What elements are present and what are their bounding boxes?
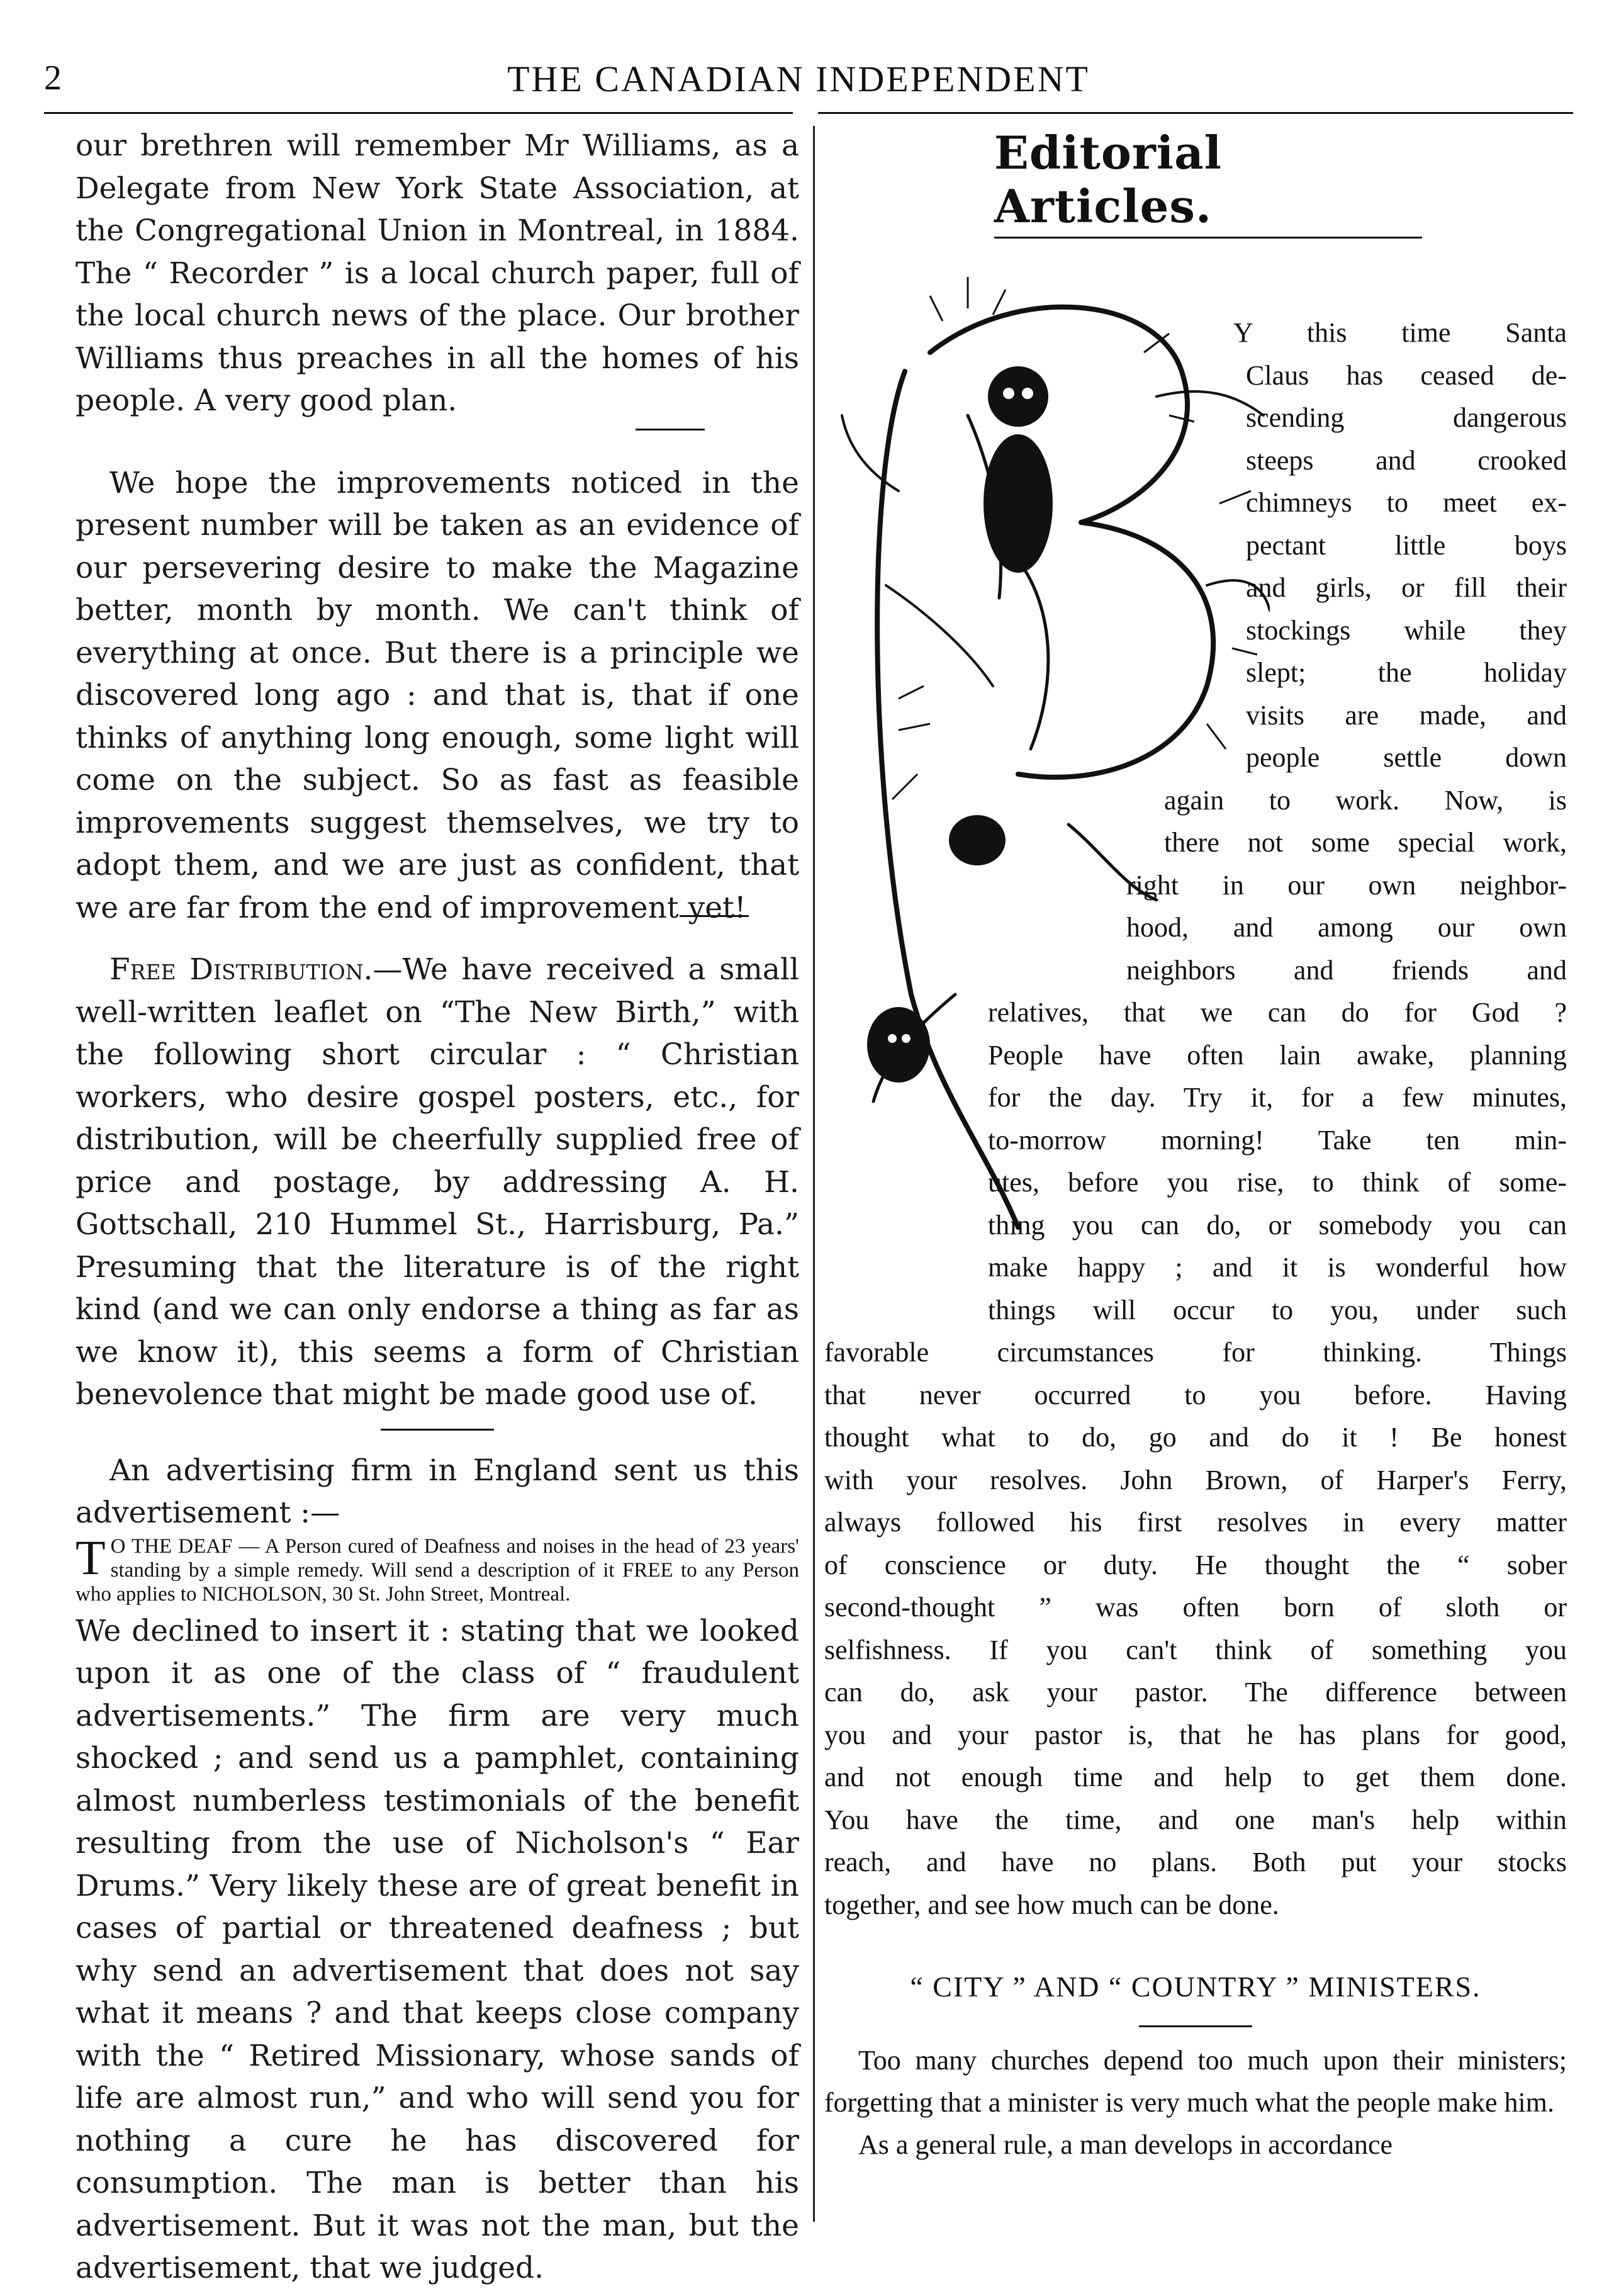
improvements-paragraph: We hope the improvements noticed in the present number will be taken as an evidence of our persevering desire to make the Magazine better, month by month. We can't think of everything at once. But there is a principle we discovered long ago : and that is, that if one thinks of anything long enough, some light will come on the subject. So as fast as feasible improvements suggest themselves, we try to adopt them, and we are just as confident, that we are far from the end of improvement yet! [76, 465, 799, 925]
free-distribution-paragraph [76, 948, 799, 1416]
article-line: selfishness. If you can't think of something you [824, 1634, 1567, 1665]
article-line: You have the time, and one man's help within [824, 1804, 1567, 1835]
article-line: second-thought ” was often born of sloth or [824, 1592, 1567, 1623]
article-line: you and your pastor is, that he has plans for good, [824, 1719, 1567, 1750]
deafness-advertisement [76, 1529, 799, 1606]
article-line: things will occur to you, under such [988, 1294, 1567, 1325]
article-line: can do, ask your pastor. The difference between [824, 1677, 1567, 1708]
advert-text: O THE DEAF — A Person cured of Deafness and noises in the head of 23 years' standing by a simple remedy. Will send a description of it FREE to any Person who applies to NICHOLSON, 30 St. John Street, Montreal. [76, 1534, 799, 1606]
editorial-article-body [824, 312, 1567, 1926]
free-distribution-lead: Free Distribution. [109, 952, 373, 987]
article-line: relatives, that we can do for God ? [988, 997, 1567, 1028]
article-line: to-morrow morning! Take ten min- [988, 1124, 1567, 1156]
declined-paragraph: We declined to insert it : stating that we looked upon it as one of the class of “ fraudulent advertisements.” The firm are very much shocked ; and send us a pamphlet, containing almost numberless testimonials of the benefit resulting from the use of Nicholson's “ Ear Drums.” Very likely these are of great benefit in cases of partial or threatened deafness ; but why send an advertisement that does not say what it means ? and that keeps close company with the “ Retired Missionary, whose sands of life are almost run,” and who will send you for nothing a cure he has discovered for consumption. The man is better than his advertisement. But it was not the man, but the advertisement, that we judged. [76, 1613, 799, 2285]
williams-paragraph: our brethren will remember Mr Williams, as a Delegate from New York State Association, at the Congregational Union in Montreal, in 1884. The “ Recorder ” is a local church paper, full of the local church news of the place. Our brother Williams thus preaches in all the homes of his people. A very good plan. [76, 128, 799, 418]
article-line: thing you can do, or somebody you can [988, 1209, 1567, 1241]
article-line: of conscience or duty. He thought the “ sober [824, 1549, 1567, 1580]
header-rule-right [818, 112, 1573, 114]
column-divider [813, 126, 815, 2222]
article-line: there not some special work, [1164, 827, 1567, 858]
article-line: pectant little boys [1246, 529, 1567, 561]
ministers-paragraph: As a general rule, a man develops in accordance [858, 2129, 1393, 2160]
article-line: Claus has ceased de- [1246, 359, 1567, 391]
free-distribution-body: —We have received a small well-written leaflet on “The New Birth,” with the following short circular : “ Christian workers, who desire gospel posters, etc., for distribution, will be cheerfully supplied free of price and postage, by addressing A. H. Gottschall, 210 Hummel St., Harrisburg, Pa.” Presuming that the literature is of the right kind (and we can only endorse a thing as far as we know it), this seems a form of Christian benevolence that might be made good use of. [76, 952, 800, 1412]
header-rule-left [44, 112, 793, 114]
advert-initial: T [76, 1529, 106, 1585]
article-line: right in our own neighbor- [1126, 869, 1567, 901]
page-number: 2 [44, 59, 62, 98]
article-line: with your resolves. John Brown, of Harper's Ferry, [824, 1464, 1567, 1495]
article-line: together, and see how much can be done. [824, 1889, 1279, 1920]
article-line: scending dangerous [1246, 402, 1567, 433]
article-line: stockings while they [1246, 614, 1567, 646]
article-line: slept; the holiday [1246, 657, 1567, 688]
article-line: for the day. Try it, for a few minutes, [988, 1082, 1567, 1113]
editorial-heading: Editorial Articles. [994, 126, 1422, 239]
article-line: and girls, or fill their [1246, 572, 1567, 603]
ministers-paragraph: Too many churches depend too much upon their ministers; forgetting that a minister is very much what the people make him. [824, 2045, 1567, 2118]
ministers-section-heading: “ CITY ” AND “ COUNTRY ” MINISTERS. [910, 1971, 1481, 2003]
article-line: always followed his first resolves in every matter [824, 1507, 1567, 1538]
article-line: thought what to do, go and do it ! Be honest [824, 1422, 1567, 1453]
article-line: hood, and among our own [1126, 912, 1567, 943]
ministers-section-body [824, 2039, 1567, 2166]
article-line: neighbors and friends and [1126, 954, 1567, 986]
article-line: visits are made, and [1246, 699, 1567, 731]
running-head: THE CANADIAN INDEPENDENT [507, 59, 1090, 99]
article-line: again to work. Now, is [1164, 784, 1567, 816]
section-rule [1139, 2025, 1252, 2027]
article-line: utes, before you rise, to think of some- [988, 1167, 1567, 1198]
section-rule [636, 429, 705, 430]
article-line: Y this time Santa [1233, 317, 1567, 348]
left-column [76, 125, 799, 2290]
advertising-firm-paragraph: An advertising firm in England sent us this advertisement :— [76, 1453, 799, 1530]
article-line: make happy ; and it is wonderful how [988, 1252, 1567, 1283]
article-line: people settle down [1246, 742, 1567, 773]
article-line: that never occurred to you before. Having [824, 1379, 1567, 1410]
article-line: steeps and crooked [1246, 444, 1567, 476]
article-line: chimneys to meet ex- [1246, 487, 1567, 518]
section-rule [381, 1429, 494, 1431]
article-line: People have often lain awake, planning [988, 1039, 1567, 1071]
article-line: reach, and have no plans. Both put your stocks [824, 1847, 1567, 1877]
article-line: and not enough time and help to get them done. [824, 1762, 1567, 1792]
article-line: favorable circumstances for thinking. Things [824, 1337, 1567, 1368]
